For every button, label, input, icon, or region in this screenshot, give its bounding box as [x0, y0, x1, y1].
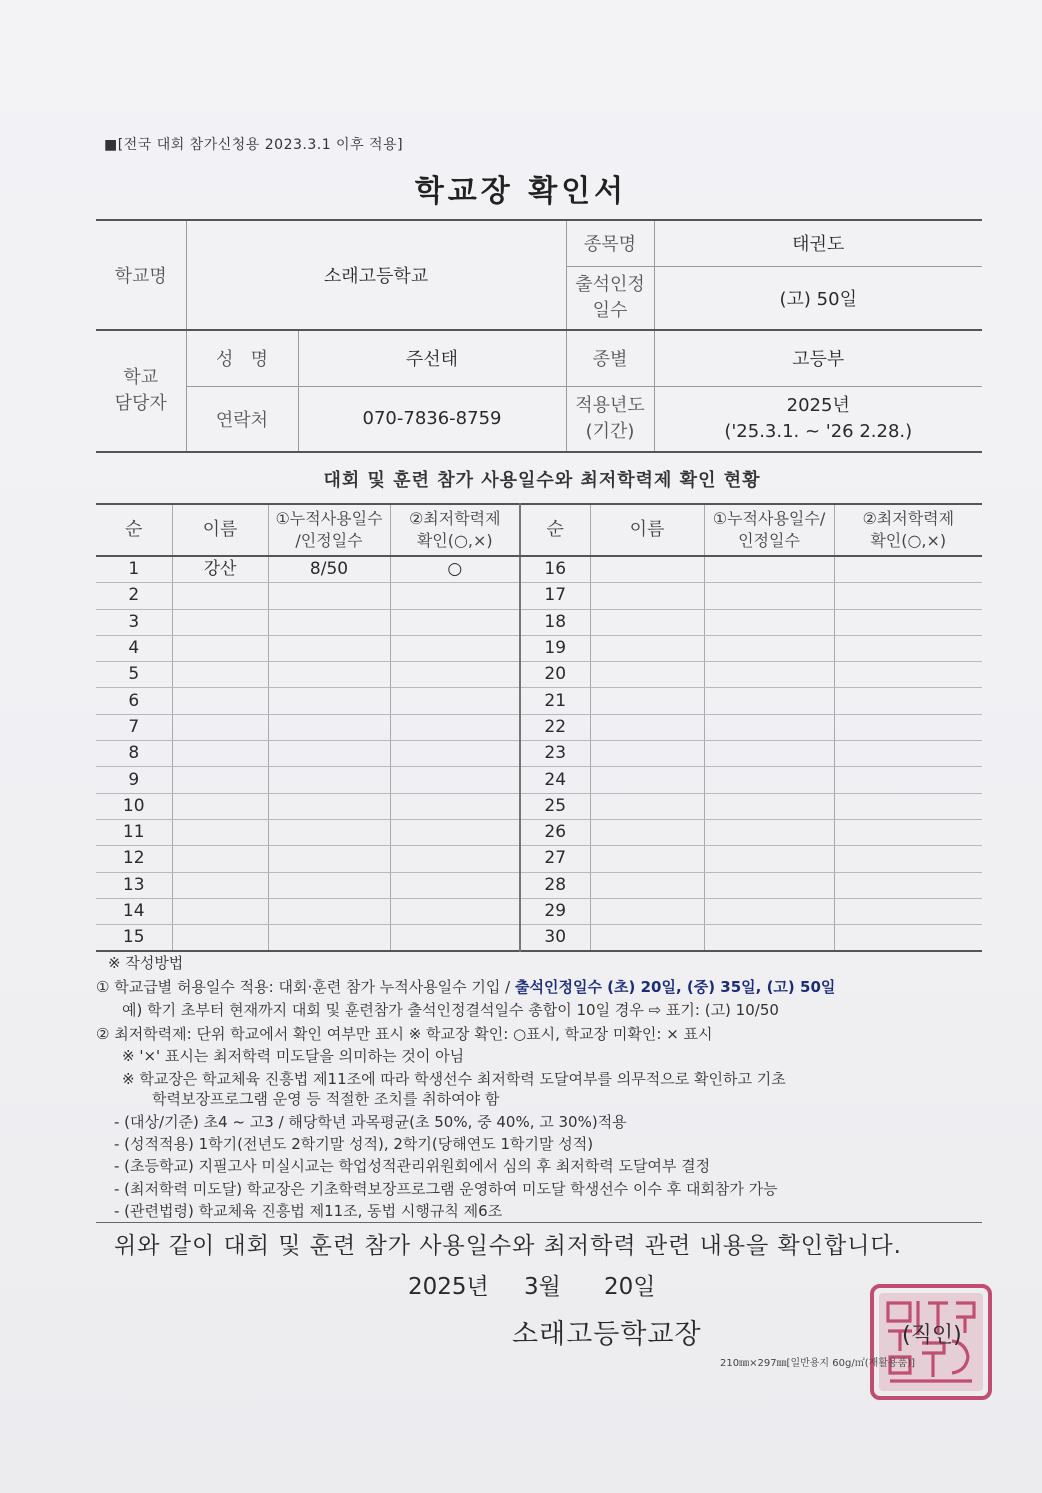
- confirmation-statement: 위와 같이 대회 및 훈련 참가 사용일수와 최저학력 관련 내용을 확인합니다.: [114, 1233, 902, 1259]
- cell-check: [390, 767, 520, 793]
- cell-no: 17: [520, 583, 590, 609]
- document-title: 학교장 확인서: [414, 174, 628, 209]
- header-check-right-line1: ②최저학력제: [862, 509, 955, 529]
- cell-check: [834, 556, 982, 583]
- cell-name: [590, 846, 704, 872]
- cell-no: 3: [96, 609, 172, 635]
- year-label-line2: (기간): [585, 420, 635, 442]
- cell-name: [590, 793, 704, 819]
- cell-no: 27: [520, 846, 590, 872]
- cell-days: [268, 609, 390, 635]
- cell-days: [704, 793, 834, 819]
- cell-check: [390, 714, 520, 740]
- cell-name: [590, 662, 704, 688]
- cell-no: 14: [96, 898, 172, 924]
- division-label: 종별: [566, 330, 654, 386]
- cell-check: [390, 583, 520, 609]
- cell-name: [172, 714, 268, 740]
- cell-no: 30: [520, 925, 590, 952]
- detail-target: - (대상/기준) 초4 ~ 고3 / 해당학년 과목평균(초 50%, 중 40%, 고 30%)적용: [114, 1113, 627, 1131]
- table-row: [96, 609, 982, 635]
- attendance-label-line1: 출석인정: [575, 273, 645, 295]
- year-value: [654, 386, 982, 452]
- name-value: 주선태: [298, 330, 566, 386]
- header-no-left: 순: [96, 504, 172, 556]
- cell-name: [590, 583, 704, 609]
- cell-days: [704, 767, 834, 793]
- table-row: [96, 688, 982, 714]
- cell-days: [268, 846, 390, 872]
- table-row: [96, 925, 982, 952]
- cell-check: [834, 609, 982, 635]
- cell-name: [590, 819, 704, 845]
- header-days-right-line1: ①누적사용일수/: [712, 509, 826, 529]
- cell-days: [704, 583, 834, 609]
- cell-no: 15: [96, 925, 172, 952]
- header-check-right: [834, 504, 982, 556]
- cell-check: [834, 898, 982, 924]
- cell-name: [590, 872, 704, 898]
- note-1-example: 예) 학기 초부터 현재까지 대회 및 훈련참가 출석인정결석일수 총합이 10일 경우 ⇨ 표기: (고) 10/50: [122, 1001, 779, 1019]
- cell-name: [172, 635, 268, 661]
- cell-days: [268, 714, 390, 740]
- cell-name: [590, 714, 704, 740]
- roster-table: [96, 503, 982, 952]
- table-row: [96, 898, 982, 924]
- cell-no: 2: [96, 583, 172, 609]
- table-row: [96, 741, 982, 767]
- cell-check: [390, 925, 520, 952]
- cell-days: 8/50: [268, 556, 390, 583]
- seal-label: (직인): [902, 1323, 962, 1348]
- cell-no: 10: [96, 793, 172, 819]
- cell-days: [268, 767, 390, 793]
- header-days-left-line1: ①누적사용일수: [275, 509, 383, 529]
- cell-check: [390, 741, 520, 767]
- table-row: [96, 556, 982, 583]
- header-name-right: 이름: [590, 504, 704, 556]
- detail-elementary: - (초등학교) 지필고사 미실시교는 학업성적관리위원회에서 심의 후 최저학력 도달여부 결정: [114, 1157, 711, 1175]
- cell-name: [172, 767, 268, 793]
- cell-no: 22: [520, 714, 590, 740]
- year-value-text: 2025년: [786, 394, 850, 416]
- table-row: [96, 662, 982, 688]
- attendance-value: (고) 50일: [654, 266, 982, 330]
- notice-line: ■[전국 대회 참가신청용 2023.3.1 이후 적용]: [104, 137, 404, 153]
- table-row: [96, 635, 982, 661]
- cell-no: 5: [96, 662, 172, 688]
- cell-check: [834, 662, 982, 688]
- cell-days: [704, 872, 834, 898]
- cell-name: [590, 688, 704, 714]
- header-no-right: 순: [520, 504, 590, 556]
- cell-days: [268, 819, 390, 845]
- cell-check: [390, 662, 520, 688]
- year-label: [566, 386, 654, 452]
- table-row: [96, 583, 982, 609]
- header-check-left-line2: 확인(○,×): [416, 531, 493, 550]
- date-year: 2025년: [408, 1274, 489, 1300]
- cell-check: [390, 819, 520, 845]
- staff-label: [96, 330, 186, 452]
- cell-name: [172, 925, 268, 952]
- name-label: 성 명: [186, 330, 298, 386]
- cell-no: 28: [520, 872, 590, 898]
- cell-no: 7: [96, 714, 172, 740]
- cell-name: [172, 688, 268, 714]
- cell-days: [268, 898, 390, 924]
- date-day: 20일: [604, 1274, 656, 1300]
- note-2-a: ※ '×' 표시는 최저학력 미도달을 의미하는 것이 아님: [122, 1047, 465, 1065]
- event-label: 종목명: [566, 220, 654, 266]
- cell-no: 6: [96, 688, 172, 714]
- cell-no: 13: [96, 872, 172, 898]
- cell-name: [590, 925, 704, 952]
- cell-check: [390, 688, 520, 714]
- cell-check: [390, 793, 520, 819]
- cell-name: [172, 793, 268, 819]
- cell-no: 23: [520, 741, 590, 767]
- cell-check: [834, 767, 982, 793]
- note-2-b-line1: ※ 학교장은 학교체육 진흥법 제11조에 따라 학생선수 최저학력 도달여부를 의무적으로 확인하고 기초: [122, 1070, 786, 1088]
- cell-name: [172, 898, 268, 924]
- cell-name: [172, 846, 268, 872]
- attendance-label: [566, 266, 654, 330]
- detail-grades: - (성적적용) 1학기(전년도 2학기말 성적), 2학기(당해연도 1학기말 성적): [114, 1135, 594, 1153]
- cell-no: 21: [520, 688, 590, 714]
- period-value-text: ('25.3.1. ~ '26 2.28.): [724, 420, 913, 442]
- cell-days: [268, 793, 390, 819]
- divider-line: [96, 1222, 982, 1223]
- contact-label: 연락처: [186, 386, 298, 452]
- contact-value: 070-7836-8759: [298, 386, 566, 452]
- cell-check: [390, 872, 520, 898]
- cell-name: [172, 819, 268, 845]
- cell-name: [172, 662, 268, 688]
- cell-check: [390, 846, 520, 872]
- event-value: 태권도: [654, 220, 982, 266]
- division-value: 고등부: [654, 330, 982, 386]
- cell-check: [834, 819, 982, 845]
- cell-days: [268, 741, 390, 767]
- cell-check: [834, 714, 982, 740]
- cell-days: [704, 556, 834, 583]
- cell-name: [590, 609, 704, 635]
- cell-check: [834, 741, 982, 767]
- header-check-right-line2: 확인(○,×): [870, 531, 947, 550]
- header-days-right: [704, 504, 834, 556]
- cell-days: [268, 872, 390, 898]
- cell-no: 20: [520, 662, 590, 688]
- table-row: [96, 767, 982, 793]
- cell-days: [268, 662, 390, 688]
- date-month: 3월: [524, 1274, 561, 1300]
- note-1-text: ① 학교급별 허용일수 적용: 대회·훈련 참가 누적사용일수 기입 /: [96, 978, 515, 996]
- cell-days: [268, 925, 390, 952]
- year-label-line1: 적용년도: [575, 394, 645, 416]
- school-name-label: 학교명: [96, 220, 186, 330]
- cell-name: [590, 767, 704, 793]
- cell-days: [704, 846, 834, 872]
- cell-name: 강산: [172, 556, 268, 583]
- cell-days: [704, 662, 834, 688]
- cell-days: [704, 714, 834, 740]
- cell-check: [390, 635, 520, 661]
- header-check-left-line1: ②최저학력제: [408, 509, 501, 529]
- table-row: [96, 872, 982, 898]
- table-row: [96, 714, 982, 740]
- roster-header-row: [96, 504, 982, 556]
- header-name-left: 이름: [172, 504, 268, 556]
- cell-no: 19: [520, 635, 590, 661]
- cell-check: [834, 688, 982, 714]
- detail-not-reached: - (최저학력 미도달) 학교장은 기초학력보장프로그램 운영하여 미도달 학생선수 이수 후 대회참가 가능: [114, 1180, 778, 1198]
- cell-no: 1: [96, 556, 172, 583]
- cell-days: [704, 741, 834, 767]
- cell-name: [172, 741, 268, 767]
- cell-days: [704, 635, 834, 661]
- cell-check: [834, 925, 982, 952]
- cell-no: 8: [96, 741, 172, 767]
- cell-days: [704, 609, 834, 635]
- cell-no: 29: [520, 898, 590, 924]
- cell-days: [704, 688, 834, 714]
- cell-check: [390, 609, 520, 635]
- cell-days: [268, 583, 390, 609]
- cell-no: 11: [96, 819, 172, 845]
- cell-check: [834, 872, 982, 898]
- cell-check: [834, 793, 982, 819]
- cell-days: [704, 898, 834, 924]
- cell-no: 4: [96, 635, 172, 661]
- header-check-left: [390, 504, 520, 556]
- cell-name: [590, 898, 704, 924]
- cell-days: [268, 688, 390, 714]
- header-days-left: [268, 504, 390, 556]
- cell-name: [172, 583, 268, 609]
- cell-no: 26: [520, 819, 590, 845]
- cell-days: [268, 635, 390, 661]
- table-row: [96, 819, 982, 845]
- note-1-highlight: 출석인정일수 (초) 20일, (중) 35일, (고) 50일: [515, 978, 836, 996]
- detail-law: - (관련법령) 학교체육 진흥법 제11조, 동법 시행규칙 제6조: [114, 1202, 503, 1220]
- table-row: [96, 846, 982, 872]
- cell-name: [590, 556, 704, 583]
- staff-label-line1: 학교: [123, 366, 159, 388]
- header-days-left-line2: /인정일수: [295, 531, 363, 550]
- cell-check: [390, 898, 520, 924]
- school-name-value: 소래고등학교: [186, 220, 566, 330]
- cell-check: [834, 583, 982, 609]
- cell-no: 12: [96, 846, 172, 872]
- cell-no: 18: [520, 609, 590, 635]
- cell-name: [172, 872, 268, 898]
- cell-no: 24: [520, 767, 590, 793]
- note-2-b-line2: 학력보장프로그램 운영 등 적절한 조치를 취하여야 함: [152, 1090, 500, 1108]
- header-days-right-line2: 인정일수: [738, 531, 800, 550]
- table-row: [96, 793, 982, 819]
- cell-name: [590, 741, 704, 767]
- staff-label-line2: 담당자: [114, 393, 167, 414]
- cell-days: [704, 925, 834, 952]
- cell-check: ○: [390, 556, 520, 583]
- note-2: ② 최저학력제: 단위 학교에서 확인 여부만 표시 ※ 학교장 확인: ○표시, 학교장 미확인: × 표시: [96, 1025, 713, 1043]
- cell-check: [834, 846, 982, 872]
- cell-check: [834, 635, 982, 661]
- note-1: [96, 977, 835, 998]
- cell-no: 25: [520, 793, 590, 819]
- cell-no: 16: [520, 556, 590, 583]
- cell-days: [704, 819, 834, 845]
- cell-name: [172, 609, 268, 635]
- cell-name: [590, 635, 704, 661]
- attendance-label-line2: 일수: [592, 299, 628, 321]
- info-table: [96, 219, 982, 453]
- cell-no: 9: [96, 767, 172, 793]
- paper-size-footer: 210㎜×297㎜[일반용지 60g/㎡(재활용품)]: [720, 1358, 916, 1369]
- notes-heading: ※ 작성방법: [108, 954, 184, 972]
- principal-name: 소래고등학교장: [512, 1319, 702, 1350]
- roster-subtitle: 대회 및 훈련 참가 사용일수와 최저학력제 확인 현황: [323, 470, 761, 491]
